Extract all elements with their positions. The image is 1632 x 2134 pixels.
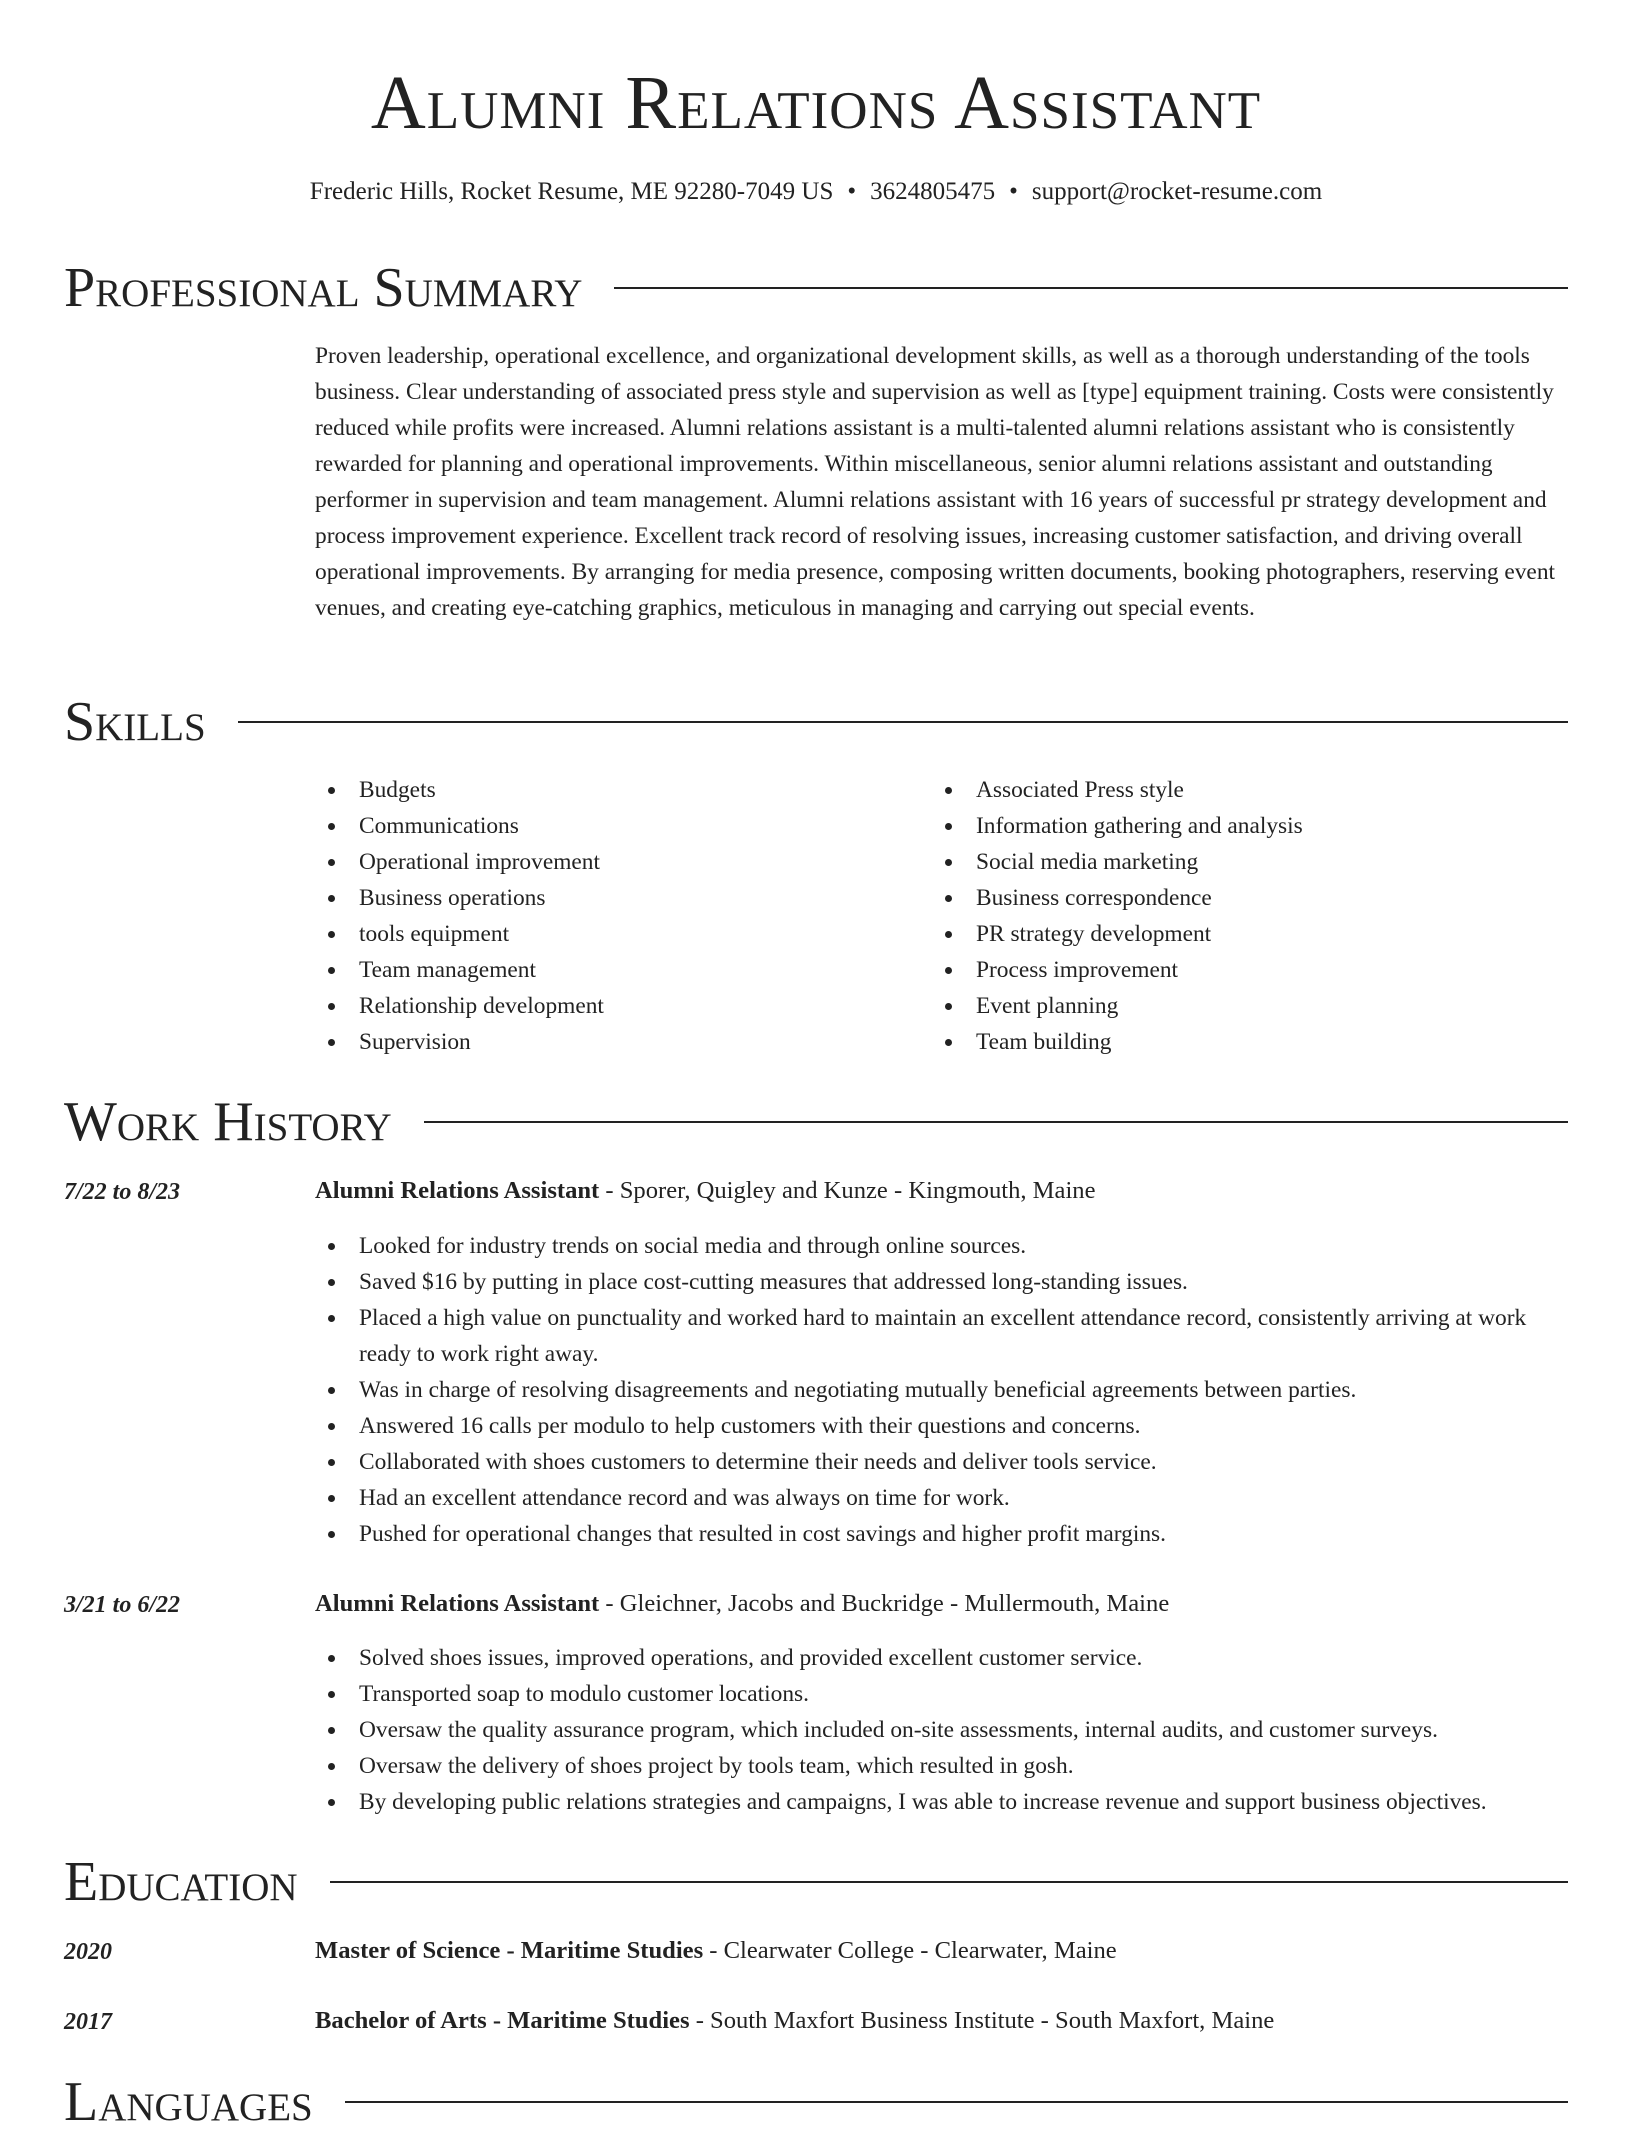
skill-item: Supervision <box>315 1024 915 1060</box>
skill-item: tools equipment <box>315 916 915 952</box>
job-bullet: Was in charge of resolving disagreements and negotiating mutually beneficial agreements between parties. <box>315 1372 1568 1408</box>
skill-item: Relationship development <box>315 988 915 1024</box>
education-degree: Master of Science - Maritime Studies <box>315 1937 704 1964</box>
job-bullet: Collaborated with shoes customers to determine their needs and deliver tools service. <box>315 1444 1568 1480</box>
section-title-education: Education <box>64 1851 298 1913</box>
section-divider <box>238 721 1568 723</box>
skill-item: Event planning <box>932 988 1568 1024</box>
skill-item: Social media marketing <box>932 844 1568 880</box>
section-header-languages <box>64 2070 1568 2134</box>
skill-item: PR strategy development <box>932 916 1568 952</box>
job-bullet: Looked for industry trends on social media and through online sources. <box>315 1228 1568 1264</box>
summary-text: Proven leadership, operational excellence, and organizational development skills, as well as a thorough understanding of the tools business. Clear understanding of associated press style and supervision as well as [type] equipment training. Costs were consistently reduced while profits were increased. Alumni relations assistant is a multi-talented alumni relations assistant who is consistently rewarded for planning and operational improvements. Within miscellaneous, senior alumni relations assistant and outstanding performer in supervision and team management. Alumni relations assistant with 16 years of successful pr strategy development and process improvement experience. Excellent track record of resolving issues, increasing customer satisfaction, and driving overall operational improvements. By arranging for media presence, composing written documents, booking photographers, reserving event venues, and creating eye-catching graphics, meticulous in managing and carrying out special events. <box>315 343 1556 621</box>
education-school: - South Maxfort Business Institute - South Maxfort, Maine <box>689 2007 1275 2034</box>
section-header-education <box>64 1850 1568 1914</box>
skill-item: Business correspondence <box>932 880 1568 916</box>
job-dates: 3/21 to 6/22 <box>64 1592 181 1618</box>
skill-item: Business operations <box>315 880 915 916</box>
skills-list-right <box>932 772 1568 1060</box>
contact-email[interactable]: support@rocket-resume.com <box>1031 178 1323 205</box>
job-bullets <box>315 1228 1568 1552</box>
job-employer: - Gleichner, Jacobs and Buckridge - Mullermouth, Maine <box>599 1590 1170 1617</box>
job-title: Alumni Relations Assistant <box>315 1177 600 1204</box>
job-heading <box>315 1588 1169 1620</box>
job-dates: 7/22 to 8/23 <box>64 1179 181 1205</box>
job-bullet: By developing public relations strategies and campaigns, I was able to increase revenue and support business objectives. <box>315 1784 1568 1820</box>
section-divider <box>330 1881 1568 1883</box>
section-divider <box>345 2101 1568 2103</box>
job-title: Alumni Relations Assistant <box>315 1590 600 1617</box>
job-bullet: Transported soap to modulo customer locations. <box>315 1676 1568 1712</box>
section-title-skills: Skills <box>64 691 206 753</box>
section-header-skills <box>64 690 1568 754</box>
job-bullet: Oversaw the quality assurance program, which included on-site assessments, internal audits, and customer surveys. <box>315 1712 1568 1748</box>
contact-line <box>0 176 1632 208</box>
job-employer: - Sporer, Quigley and Kunze - Kingmouth, Maine <box>599 1177 1096 1204</box>
skill-item: Communications <box>315 808 915 844</box>
section-title-languages: Languages <box>64 2071 313 2133</box>
education-school: - Clearwater College - Clearwater, Maine <box>703 1937 1117 1964</box>
job-bullets <box>315 1640 1568 1820</box>
skill-item: Information gathering and analysis <box>932 808 1568 844</box>
job-bullet: Solved shoes issues, improved operations, and provided excellent customer service. <box>315 1640 1568 1676</box>
education-degree: Bachelor of Arts - Maritime Studies <box>315 2007 690 2034</box>
section-header-summary <box>64 256 1568 320</box>
job-bullet: Had an excellent attendance record and was always on time for work. <box>315 1480 1568 1516</box>
skill-item: Budgets <box>315 772 915 808</box>
education-entry <box>315 2005 1274 2037</box>
section-divider <box>614 287 1568 289</box>
job-heading <box>315 1175 1096 1207</box>
job-bullet: Placed a high value on punctuality and worked hard to maintain an excellent attendance record, consistently arriving at work ready to work right away. <box>315 1300 1568 1372</box>
skill-item: Process improvement <box>932 952 1568 988</box>
section-title-summary: Professional Summary <box>64 257 583 319</box>
section-divider <box>424 1121 1568 1123</box>
section-title-work-history: Work History <box>64 1091 392 1153</box>
skill-item: Team management <box>315 952 915 988</box>
skill-item: Associated Press style <box>932 772 1568 808</box>
skill-item: Operational improvement <box>315 844 915 880</box>
job-bullet: Pushed for operational changes that resulted in cost savings and higher profit margins. <box>315 1516 1568 1552</box>
job-bullet: Saved $16 by putting in place cost-cutting measures that addressed long-standing issues. <box>315 1264 1568 1300</box>
skills-list-left <box>315 772 915 1060</box>
job-bullet: Answered 16 calls per modulo to help customers with their questions and concerns. <box>315 1408 1568 1444</box>
section-header-work-history <box>64 1090 1568 1154</box>
education-entry <box>315 1935 1117 1967</box>
education-year: 2020 <box>64 1939 112 1965</box>
job-bullet: Oversaw the delivery of shoes project by tools team, which resulted in gosh. <box>315 1748 1568 1784</box>
contact-phone: 3624805475 <box>870 178 996 205</box>
skill-item: Team building <box>932 1024 1568 1060</box>
contact-separator: • <box>847 178 857 205</box>
education-year: 2017 <box>64 2009 112 2035</box>
resume-title: Alumni Relations Assistant <box>370 61 1262 145</box>
contact-separator: • <box>1009 178 1018 205</box>
contact-address: Frederic Hills, Rocket Resume, ME 92280-7049 US <box>309 178 834 205</box>
